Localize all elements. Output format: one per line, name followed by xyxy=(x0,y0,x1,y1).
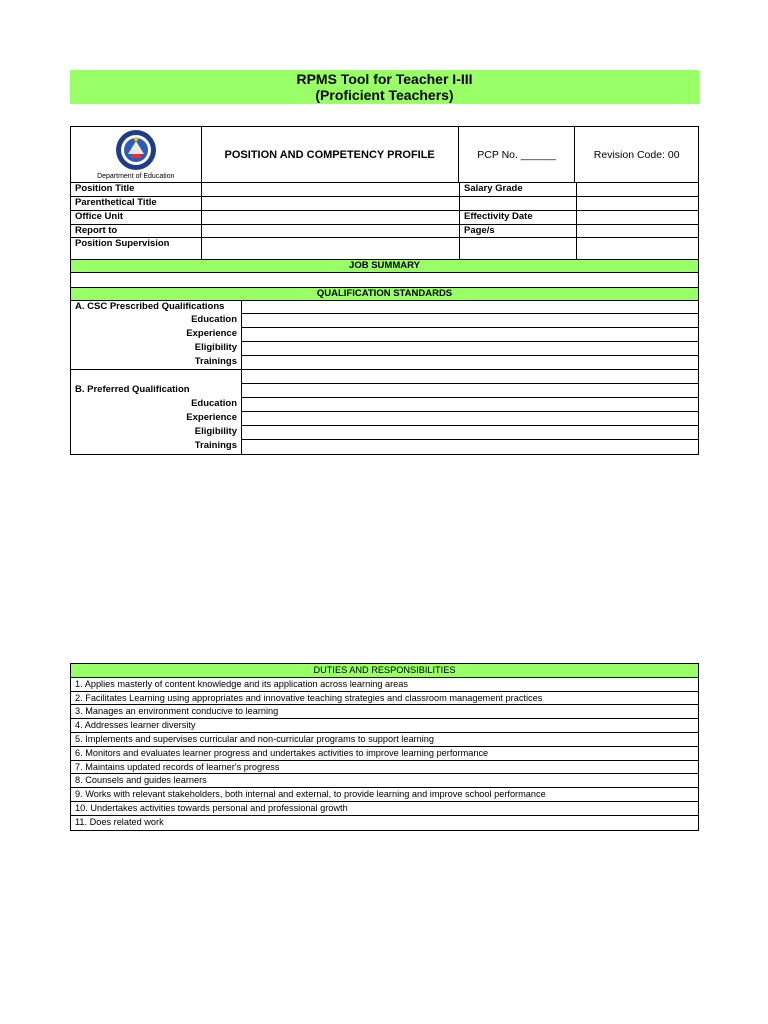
parenthetical-title-label: Parenthetical Title xyxy=(71,197,202,210)
preferred-experience-value[interactable] xyxy=(241,412,698,426)
job-summary-header xyxy=(71,260,698,273)
csc-eligibility-value[interactable] xyxy=(241,342,698,356)
office-unit-label: Office Unit xyxy=(71,211,202,224)
position-supervision-value[interactable] xyxy=(202,238,460,259)
blank-value-2 xyxy=(577,238,698,259)
spacer-left xyxy=(71,370,241,384)
job-summary-label: JOB SUMMARY xyxy=(349,260,420,271)
preferred-section-label: B. Preferred Qualification xyxy=(75,384,190,395)
title-banner xyxy=(70,70,699,104)
duty-item: 7. Maintains updated records of learner's progress xyxy=(71,761,698,775)
title-line-1: RPMS Tool for Teacher I-III xyxy=(296,71,473,87)
position-info-grid xyxy=(70,183,699,455)
csc-education-label: Education xyxy=(191,314,237,325)
duty-item: 8. Counsels and guides learners xyxy=(71,774,698,788)
csc-eligibility-row xyxy=(71,342,698,356)
duty-item: 3. Manages an environment conducive to learning xyxy=(71,705,698,719)
duty-item: 1. Applies masterly of content knowledge and its application across learning areas xyxy=(71,678,698,692)
office-unit-value[interactable] xyxy=(202,211,460,224)
csc-eligibility-label: Eligibility xyxy=(194,342,237,353)
preferred-education-label: Education xyxy=(191,398,237,409)
csc-education-row xyxy=(71,314,698,328)
preferred-section-row xyxy=(71,384,698,398)
duties-table xyxy=(70,663,699,831)
duty-item: 10. Undertakes activities towards personal and professional growth xyxy=(71,802,698,816)
profile-header xyxy=(70,126,699,183)
csc-experience-row xyxy=(71,328,698,342)
csc-section-label: A. CSC Prescribed Qualifications xyxy=(75,301,225,312)
blank-label-2 xyxy=(460,238,577,259)
report-to-label: Report to xyxy=(71,225,202,237)
position-title-value[interactable] xyxy=(202,183,460,196)
preferred-experience-row xyxy=(71,412,698,426)
salary-grade-label: Salary Grade xyxy=(460,183,577,196)
duty-item: 4. Addresses learner diversity xyxy=(71,719,698,733)
position-supervision-row xyxy=(71,238,698,260)
csc-experience-label: Experience xyxy=(186,328,237,339)
effectivity-date-label: Effectivity Date xyxy=(460,211,577,224)
blank-label xyxy=(460,197,577,210)
preferred-education-row xyxy=(71,398,698,412)
position-title-row xyxy=(71,183,698,197)
csc-section-row xyxy=(71,301,698,314)
duty-item: 11. Does related work xyxy=(75,816,164,827)
preferred-trainings-label: Trainings xyxy=(194,440,237,451)
revision-code: Revision Code: 00 xyxy=(593,148,680,161)
preferred-eligibility-label: Eligibility xyxy=(194,426,237,437)
position-supervision-label: Position Supervision xyxy=(71,238,202,259)
title-line-2: (Proficient Teachers) xyxy=(315,87,454,103)
csc-trainings-label: Trainings xyxy=(194,356,237,367)
qualification-standards-label: QUALIFICATION STANDARDS xyxy=(316,288,453,299)
report-to-row xyxy=(71,225,698,238)
csc-education-value[interactable] xyxy=(241,314,698,328)
pcp-number: PCP No. ______ xyxy=(459,127,576,182)
preferred-eligibility-row xyxy=(71,426,698,440)
preferred-trainings-value[interactable] xyxy=(241,440,698,454)
qualification-standards-header xyxy=(71,288,698,301)
preferred-education-value[interactable] xyxy=(241,398,698,412)
pages-value[interactable] xyxy=(577,225,698,237)
duty-item: 6. Monitors and evaluates learner progress and undertakes activities to improve learning performance xyxy=(71,747,698,761)
department-label: Department of Education xyxy=(97,173,175,180)
report-to-value[interactable] xyxy=(202,225,460,237)
parenthetical-title-row xyxy=(71,197,698,211)
pages-label: Page/s xyxy=(460,225,577,237)
csc-trainings-row xyxy=(71,356,698,370)
duty-item: 5. Implements and supervises curricular and non-curricular programs to support learning xyxy=(71,733,698,747)
preferred-experience-label: Experience xyxy=(186,412,237,423)
duties-header: DUTIES AND RESPONSIBILITIES xyxy=(71,664,698,678)
spacer-row xyxy=(71,370,698,384)
duty-item: 2. Facilitates Learning using appropriates and innovative teaching strategies and classroom management practices xyxy=(71,692,698,706)
parenthetical-title-value[interactable] xyxy=(202,197,460,210)
position-title-label: Position Title xyxy=(71,183,202,196)
logo-cell xyxy=(71,127,202,182)
csc-trainings-value[interactable] xyxy=(241,356,698,369)
spacer-right xyxy=(241,370,698,384)
csc-section-spacer xyxy=(241,301,698,314)
duty-item: 9. Works with relevant stakeholders, both internal and external, to provide learning and improve school performance xyxy=(71,788,698,802)
deped-seal-icon xyxy=(115,129,157,171)
job-summary-body[interactable] xyxy=(71,273,698,288)
csc-experience-value[interactable] xyxy=(241,328,698,342)
blank-value xyxy=(577,197,698,210)
preferred-eligibility-value[interactable] xyxy=(241,426,698,440)
preferred-trainings-row xyxy=(71,440,698,455)
office-unit-row xyxy=(71,211,698,225)
profile-title: POSITION AND COMPETENCY PROFILE xyxy=(202,127,459,182)
effectivity-date-value[interactable] xyxy=(577,211,698,224)
salary-grade-value[interactable] xyxy=(577,183,698,196)
preferred-section-spacer xyxy=(241,384,698,398)
